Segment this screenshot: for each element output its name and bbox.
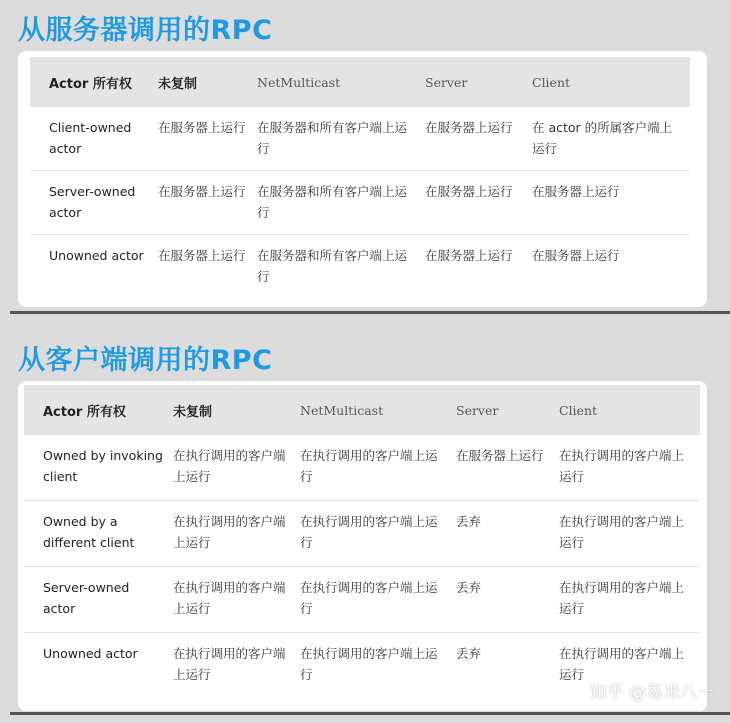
header-netmulticast: NetMulticast bbox=[257, 74, 341, 90]
cell-server: 在服务器上运行 bbox=[456, 435, 559, 501]
header-not-replicated: 未复制 bbox=[158, 76, 198, 92]
cell-netmulticast: 在执行调用的客户端上运行 bbox=[300, 435, 456, 501]
cell-client: 在服务器上运行 bbox=[532, 171, 690, 235]
cell-client: 在执行调用的客户端上运行 bbox=[559, 646, 685, 682]
cell-netmulticast: 在执行调用的客户端上运行 bbox=[300, 567, 456, 633]
cell-not-replicated: 在服务器上运行 bbox=[158, 171, 257, 235]
cell-netmulticast: 在服务器和所有客户端上运行 bbox=[257, 248, 408, 284]
cell-ownership: Unowned actor bbox=[43, 646, 138, 661]
table-row bbox=[24, 435, 700, 501]
cell-not-replicated: 在执行调用的客户端上运行 bbox=[173, 646, 286, 682]
cell-client: 在服务器上运行 bbox=[532, 248, 620, 263]
client-rpc-table bbox=[24, 385, 700, 698]
table-row bbox=[30, 235, 690, 299]
cell-ownership: Server-owned actor bbox=[30, 171, 158, 235]
server-rpc-table-card bbox=[18, 51, 707, 307]
cell-client: 在 actor 的所属客户端上运行 bbox=[532, 107, 690, 171]
cell-not-replicated: 在执行调用的客户端上运行 bbox=[173, 435, 300, 501]
header-ownership: Actor 所有权 bbox=[43, 404, 126, 420]
cell-server: 在服务器上运行 bbox=[425, 171, 532, 235]
header-ownership: Actor 所有权 bbox=[49, 76, 132, 92]
bottom-divider bbox=[10, 712, 730, 715]
cell-client: 在执行调用的客户端上运行 bbox=[559, 567, 700, 633]
cell-netmulticast: 在执行调用的客户端上运行 bbox=[300, 646, 438, 682]
section-title-server-rpc: 从服务器调用的RPC bbox=[18, 15, 273, 46]
table-row bbox=[24, 567, 700, 633]
header-server: Server bbox=[425, 74, 468, 90]
table-row bbox=[24, 501, 700, 567]
server-rpc-table bbox=[30, 57, 690, 298]
cell-server: 丢弃 bbox=[456, 501, 559, 567]
table-row bbox=[30, 171, 690, 235]
cell-not-replicated: 在服务器上运行 bbox=[158, 107, 257, 171]
cell-client: 在执行调用的客户端上运行 bbox=[559, 501, 700, 567]
cell-ownership: Server-owned actor bbox=[24, 567, 173, 633]
cell-netmulticast: 在服务器和所有客户端上运行 bbox=[257, 171, 425, 235]
cell-client: 在执行调用的客户端上运行 bbox=[559, 435, 700, 501]
watermark-text: 知乎 @易米八一 bbox=[589, 683, 714, 703]
header-not-replicated: 未复制 bbox=[173, 404, 213, 420]
cell-ownership: Unowned actor bbox=[49, 248, 144, 263]
header-netmulticast: NetMulticast bbox=[300, 402, 384, 418]
table-row bbox=[30, 107, 690, 171]
cell-not-replicated: 在执行调用的客户端上运行 bbox=[173, 567, 300, 633]
header-server: Server bbox=[456, 402, 499, 418]
cell-ownership: Client-owned actor bbox=[30, 107, 158, 171]
client-rpc-table-card bbox=[18, 381, 707, 711]
section-divider bbox=[10, 311, 730, 314]
cell-netmulticast: 在服务器和所有客户端上运行 bbox=[257, 107, 425, 171]
cell-server: 在服务器上运行 bbox=[425, 248, 513, 263]
cell-ownership: Owned by a different client bbox=[24, 501, 173, 567]
section-title-client-rpc: 从客户端调用的RPC bbox=[18, 345, 273, 376]
table-header-row bbox=[24, 385, 700, 435]
cell-server: 丢弃 bbox=[456, 646, 482, 661]
cell-ownership: Owned by invoking client bbox=[24, 435, 173, 501]
cell-netmulticast: 在执行调用的客户端上运行 bbox=[300, 501, 456, 567]
header-client: Client bbox=[532, 74, 571, 90]
cell-not-replicated: 在服务器上运行 bbox=[158, 248, 246, 263]
cell-server: 在服务器上运行 bbox=[425, 107, 532, 171]
header-client: Client bbox=[559, 402, 598, 418]
cell-not-replicated: 在执行调用的客户端上运行 bbox=[173, 501, 300, 567]
table-header-row bbox=[30, 57, 690, 107]
cell-server: 丢弃 bbox=[456, 567, 559, 633]
